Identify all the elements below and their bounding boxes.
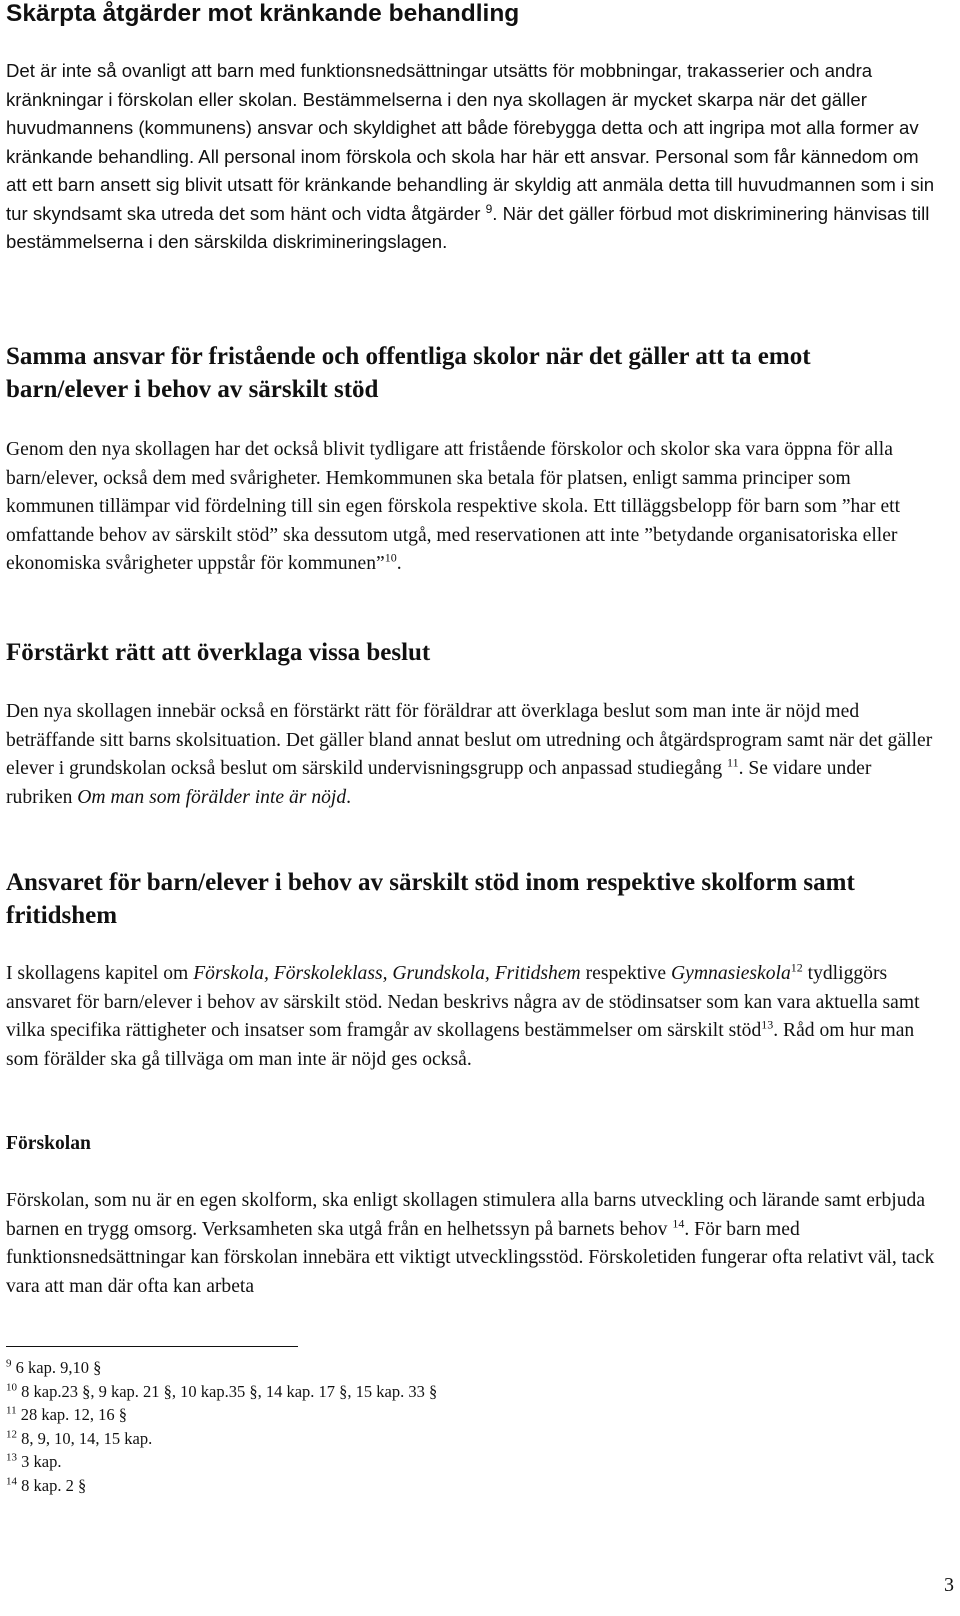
footnote xyxy=(6,1450,437,1474)
footnote-text: 8 kap. 2 § xyxy=(17,1475,87,1495)
footnote xyxy=(6,1427,437,1451)
italic-text: Förskola, Förskoleklass, Grundskola, Fritidshem xyxy=(193,963,581,984)
footnote-ref: 13 xyxy=(761,1017,774,1032)
footnote-ref: 10 xyxy=(384,550,397,565)
footnote-ref: 14 xyxy=(672,1215,685,1230)
footnote-number: 11 xyxy=(6,1404,17,1417)
paragraph-text: Den nya skollagen innebär också en förstärkt rätt för föräldrar att överklaga beslut som man inte är nöjd med beträffande sitt barns skolsituation. Det gäller bland annat beslut om utredning och åtgärdsprogram samt när det gäller elever i grundskolan också beslut om särskild undervisningsgrupp och anpassad studiegång xyxy=(6,701,933,779)
footnote-number: 14 xyxy=(6,1475,17,1487)
paragraph-text: . xyxy=(396,553,402,574)
paragraph-krankande-behandling xyxy=(6,57,936,257)
paragraph-text: tydliggörs ansvaret för barn/elever i behov av särskilt stöd. Nedan beskrivs några av de stödinsatser som kan vara aktuella samt vilka specifika rättigheter och insatser som framgår av skollagens bestämmelser om särskilt stöd xyxy=(6,963,920,1041)
footnote-text: 6 kap. 9,10 § xyxy=(11,1358,102,1377)
cross-reference: Om man som förälder inte är nöjd xyxy=(77,786,347,808)
footnote-text: 8 kap.23 §, 9 kap. 21 §, 10 kap.35 §, 14 kap. 17 §, 15 kap. 33 § xyxy=(17,1381,438,1401)
footnote-number: 9 xyxy=(6,1357,12,1370)
paragraph-samma-ansvar xyxy=(6,436,936,579)
footnote-separator xyxy=(6,1346,298,1347)
heading-overklaga: Förstärkt rätt att överklaga vissa beslut xyxy=(6,639,431,666)
footnote-ref: 11 xyxy=(727,755,739,770)
heading-krankande-behandling: Skärpta åtgärder mot kränkande behandling xyxy=(6,0,520,27)
footnote xyxy=(6,1403,437,1427)
footnotes xyxy=(6,1356,437,1497)
footnote xyxy=(6,1356,437,1380)
heading-samma-ansvar: Samma ansvar för fristående och offentliga skolor när det gäller att ta emot barn/elever i behov av särskilt stöd xyxy=(6,343,811,403)
page-number: 3 xyxy=(944,1574,954,1596)
paragraph-text: I skollagens kapitel om xyxy=(6,963,194,984)
footnote xyxy=(6,1380,437,1404)
footnote-number: 13 xyxy=(6,1451,17,1464)
footnote-ref: 12 xyxy=(790,960,803,975)
paragraph-ansvaret-skolform xyxy=(6,960,936,1074)
paragraph-forskolan xyxy=(6,1187,936,1301)
heading-forskolan: Förskolan xyxy=(6,1133,91,1154)
paragraph-overklaga xyxy=(6,698,936,812)
footnote xyxy=(6,1474,437,1498)
italic-text: Gymnasieskola xyxy=(671,963,791,984)
paragraph-text: . xyxy=(346,786,352,808)
paragraph-text: Förskolan, som nu är en egen skolform, ska enligt skollagen stimulera alla barns utveckling och lärande samt erbjuda barnen en trygg omsorg. Verksamheten ska utgå från en helhetssyn på barnets behov xyxy=(6,1190,926,1240)
footnote-number: 10 xyxy=(6,1381,17,1393)
footnote-text: 3 kap. xyxy=(17,1452,62,1471)
heading-ansvaret-skolform: Ansvaret för barn/elever i behov av särskilt stöd inom respektive skolform samt fritidshem xyxy=(6,869,855,929)
footnote-number: 12 xyxy=(6,1428,17,1440)
paragraph-text: . När det gäller förbud mot diskriminering hänvisas till bestämmelserna i den särskilda diskrimineringslagen. xyxy=(6,202,930,252)
footnote-text: 28 kap. 12, 16 § xyxy=(16,1405,128,1424)
paragraph-text: respektive xyxy=(580,963,672,984)
paragraph-text: Det är inte så ovanligt att barn med funktionsnedsättningar utsätts för mobbningar, trakasserier och andra kränkningar i förskolan eller skolan. Bestämmelserna i den nya skollagen är mycket skarpa när det gäller huvudmannens (kommunens) ansvar och skyldighet att både förebygga detta och att ingripa mot alla former av kränkande behandling. All personal inom förskola och skola har här ett ansvar. Personal som får kännedom om att ett barn ansett sig blivit utsatt för kränkande behandling är skyldig att anmäla detta till huvudmannen som i sin tur skyndsamt ska utreda det som hänt och vidta åtgärder xyxy=(6,60,935,224)
paragraph-text: . Se vidare under rubriken xyxy=(6,758,872,808)
paragraph-text: . Råd om hur man som förälder ska gå tillväga om man inte är nöjd ges också. xyxy=(6,1020,915,1070)
footnote-text: 8, 9, 10, 14, 15 kap. xyxy=(17,1428,153,1448)
paragraph-text: Genom den nya skollagen har det också blivit tydligare att fristående förskolor och skolor ska vara öppna för alla barn/elever, också dem med svårigheter. Hemkommunen ska betala för platsen, enligt samma principer som kommunen tillämpar vid fördelning till sin egen förskola respektive skola. Ett tilläggsbelopp för barn som ”har ett omfattande behov av särskilt stöd” ska dessutom utgå, med reservationen att inte ”betydande organisatoriska eller ekonomiska svårigheter uppstår för kommunen” xyxy=(6,439,901,574)
footnote-ref: 9 xyxy=(485,201,493,216)
paragraph-text: . För barn med funktionsnedsättningar kan förskolan innebära ett viktigt utvecklingsstöd. Förskoletiden fungerar ofta relativt väl, tack vara att man där ofta kan arbeta xyxy=(6,1218,935,1297)
